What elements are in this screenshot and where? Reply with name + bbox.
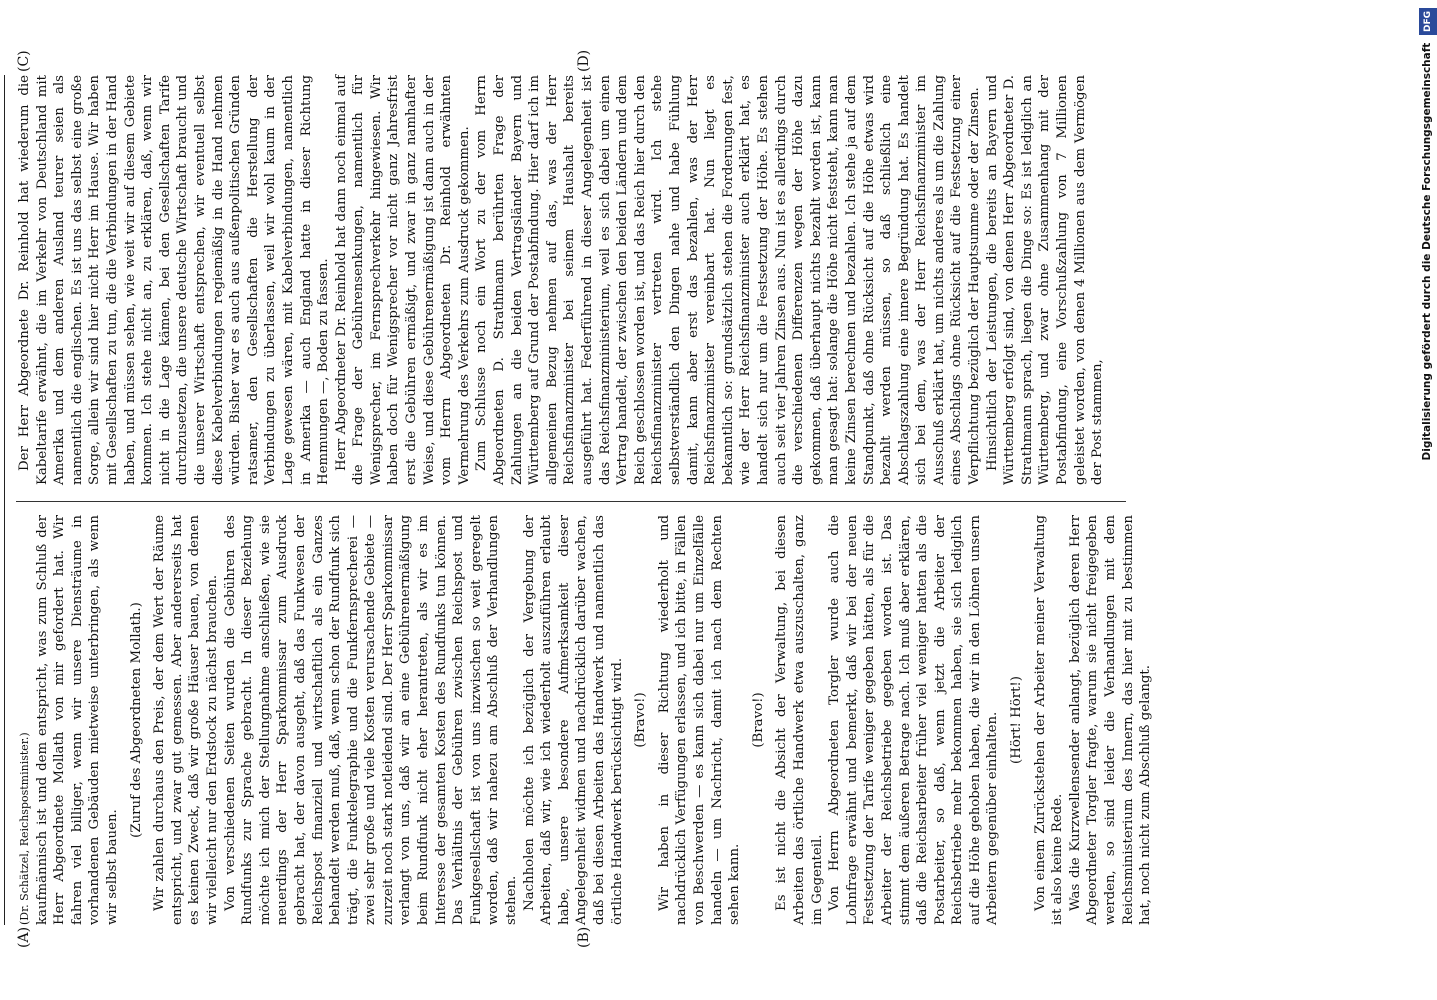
interjection: (Bravo!) (750, 692, 766, 748)
paragraph: Von verschiedenen Seiten wurden die Gebühren des Rundfunks zur Sprache gebracht. In dieser Beziehung möchte ich mich der Stellungnahme anschließen, wie sie neuerdings der Herr Sparkommissar zum Ausdruck gebracht hat, der davon ausgeht, daß das Funkwesen der Reichspost finanziell und wirtschaftlich als ein Ganzes behandelt werden muß, daß, wenn schon der Rundfunk sich trägt, die Funktelegraphie und die Funkfernsprecherei — zwei sehr große und viele Kosten verursachende Gebiete — zurzeit noch stark notleidend sind. Der Herr Sparkommissar verlangt von uns, daß wir an eine Gebührenermäßigung beim Rundfunk nicht eher herantreten, als wir es im Interesse der gesamten Kosten des Rundfunks tun können. Das Verhältnis der Gebühren zwischen Reichspost und Funkgesellschaft ist von uns inzwischen so weit geregelt worden, daß wir nahezu am Abschluß der Verhandlungen stehen. (222, 515, 520, 925)
right-column (16, 75, 1136, 485)
paragraph: Von Herrn Abgeordneten Torgler wurde auch die Lohnfrage erwähnt und bemerkt, daß wir bei der neuen Festsetzung der Tarife weniger gegeben hätten, als für die Arbeiter der Reichsbetriebe gegeben worden ist. Das stimmt dem äußeren Betrage nach. Ich muß aber erklären, daß die Reichsarbeiter früher viel weniger hatten als die Postarbeiter, so daß, wenn jetzt die Arbeiter der Reichsbetriebe mehr bekommen haben, sie sich lediglich auf die Höhe gehoben haben, die wir in den Löhnen unsern Arbeitern gegenüber einhalten. (827, 515, 1001, 925)
speaker-line: (Dr. Schätzel, Reichspostminister.) (18, 732, 31, 925)
column-divider (16, 501, 1126, 502)
paragraph: Nachholen möchte ich bezüglich der Vergebung der Arbeiten, daß wir, wie ich wiederholt auszuführen erlaubt habe, unsere besondere Aufmerksamkeit dieser Angelegenheit widmen und nachdrücklich darüber wachen, daß bei diesen Arbeiten das Handwerk und namentlich das örtliche Handwerk berücksichtigt wird. (521, 515, 625, 925)
paragraph: Wir zahlen durchaus den Preis, der dem Wert der Räume entspricht, und zwar gut gemessen. Aber andererseits hat es keinen Zweck, daß wir große Häuser bauen, von denen wir vielleicht nur den Erdstock zu nächst brauchen. (152, 515, 220, 925)
margin-marker-d: (D) (576, 49, 592, 72)
digitization-credit (1418, 8, 1436, 998)
paragraph: kaufmännisch ist und dem entspricht, was zum Schluß der Herr Abgeordnete Mollath von mir gefordert hat. Wir fahren viel billiger, wenn wir unsere Diensträume in vorhandenen Gebäuden mietweise unterbringen, als wenn wir selbst bauen. (34, 515, 120, 925)
credit-text: Digitalisierung gefördert durch die Deutsche Forschungsgemeinschaft (1421, 42, 1433, 461)
page-header (0, 75, 5, 925)
paragraph: Hinsichtlich der Leistungen, die bereits an Bayern und Württemberg erfolgt sind, von denen Herr Abgeordneter D. Strathmann sprach, liegen die Dinge so: Es ist lediglich an Württemberg, und zwar ohne Zusammenhang mit der Postabfindung, eine Vorschußzahlung von 7 Millionen geleistet worden, von denen 4 Millionen aus dem Vermögen der Post stammen, (984, 75, 1106, 485)
paragraph: Herr Abgeordneter Dr. Reinhold hat dann noch einmal auf die Frage der Gebührensenkungen, namentlich für Wenigsprecher, im Fernsprechverkehr hingewiesen. Wir haben doch für Wenigsprecher vor nicht ganz Jahresfrist erst die Gebühren ermäßigt, und zwar in ganz namhafter Weise, und diese Gebührenermäßigung ist dann auch in der vom Herrn Abgeordneten Dr. Reinhold erwähnten Vermehrung des Verkehrs zum Ausdruck gekommen. (333, 75, 472, 485)
paragraph: Was die Kurzwellensender anlangt, bezüglich deren Herr Abgeordneter Torgler fragte, warum sie nicht freigegeben werden, so sind leider die Verhandlungen mit dem Reichsministerium des Innern, das hier mit zu bestimmen hat, noch nicht zum Abschluß gelangt. (1067, 515, 1154, 925)
left-column (16, 515, 1154, 925)
paragraph: Zum Schlusse noch ein Wort zu der vom Herrn Abgeordneten D. Strathmann berührten Frage der Zahlungen an die beiden Vertragsländer Bayern und Württemberg auf Grund der Postabfindung. Hier darf ich im allgemeinen Bezug nehmen auf das, was der Herr Reichsfinanzminister bei seinem Haushalt bereits ausgeführt hat. Federführend in dieser Angelegenheit ist das Reichsfinanzministerium, weil es sich dabei um einen Vertrag handelt, der zwischen den beiden Ländern und dem Reich geschlossen worden ist, und das Reich hier durch den Reichsfinanzminister vertreten wird. Ich stehe selbstverständlich den Dingen nahe und habe Fühlung damit, kann aber erst das bezahlen, was der Herr Reichsfinanzminister vereinbart hat. Nun liegt es bekanntlich so: grundsätzlich stehen die Forderungen fest, wie der Herr Reichsfinanzminister auch erklärt hat, es handelt sich nur um die Festsetzung der Höhe. Es stehen auch seit vier Jahren Zinsen aus. Nun ist es allerdings durch die verschiedenen Differenzen wegen der Höhe dazu gekommen, daß überhaupt nichts bezahlt worden ist, kann man gesagt hat: solange die Höhe nicht feststeht, kann man keine Zinsen berechnen und bezahlen. Ich stehe ja auf dem Standpunkt, daß ohne Rücksicht auf die Höhe etwas wird bezahlt werden müssen, so daß schließlich eine Abschlagszahlung eine innere Begründung hat. Es handelt sich bei dem, was der Herr Reichsfinanzminister im Ausschuß erklärt hat, um nichts anderes als um die Zahlung eines Abschlags ohne Rücksicht auf die Festsetzung einer Verpflichtung bezüglich der Hauptsumme oder der Zinsen. (474, 75, 983, 485)
interjection: (Bravo!) (633, 692, 649, 748)
margin-marker-b: (B) (576, 926, 592, 948)
interjection: (Zuruf des Abgeordneten Mollath.) (128, 602, 144, 838)
paragraph: Es ist nicht die Absicht der Verwaltung, bei diesen Arbeiten das örtliche Handwerk etwa auszuschalten, ganz im Gegenteil. (774, 515, 825, 925)
paragraph: Wir haben in dieser Richtung wiederholt und nachdrücklich Verfügungen erlassen, und ich bitte, in Fällen von Beschwerden — es kann sich dabei nur um Einzelfälle handeln — um Nachricht, damit ich nach dem Rechten sehen kann. (656, 515, 743, 925)
paragraph: Der Herr Abgeordnete Dr. Reinhold hat wiederum die Kabeltarife erwähnt, die im Verkehr von Deutschland mit Amerika und dem anderen Ausland teurer seien als namentlich die englischen. Es ist uns das selbst eine große Sorge, allein wir sind hier nicht Herr im Hause. Wir haben mit Gesellschaften zu tun, die die Verbindungen in der Hand haben, und müssen sehen, wie weit wir auf diesem Gebiete kommen. Ich stehe nicht an, zu erklären, daß, wenn wir nicht in die Lage kämen, bei den Gesellschaften Tarife durchzusetzen, die unsere deutsche Wirtschaft braucht und die unserer Wirtschaft entsprechen, wir eventuell selbst diese Kabelverbindungen regiemäßig in die Hand nehmen würden. Bisher war es auch aus außenpolitischen Gründen ratsamer, den Gesellschaften die Herstellung der Verbindungen zu überlassen, weil wir wohl kaum in der Lage gewesen wären, mit Kabelverbindungen, namentlich in Amerika — auch England hatte in dieser Richtung Hemmungen —, Boden zu fassen. (17, 75, 332, 485)
margin-marker-c: (C) (16, 50, 32, 72)
dfg-logo: DFG (1419, 8, 1437, 35)
document-page (0, 50, 1166, 950)
paragraph: Von einem Zurückstehen der Arbeiter meiner Verwaltung ist also keine Rede. (1032, 515, 1066, 925)
margin-marker-a: (A) (16, 926, 32, 948)
interjection: (Hört! Hört!) (1009, 676, 1025, 764)
